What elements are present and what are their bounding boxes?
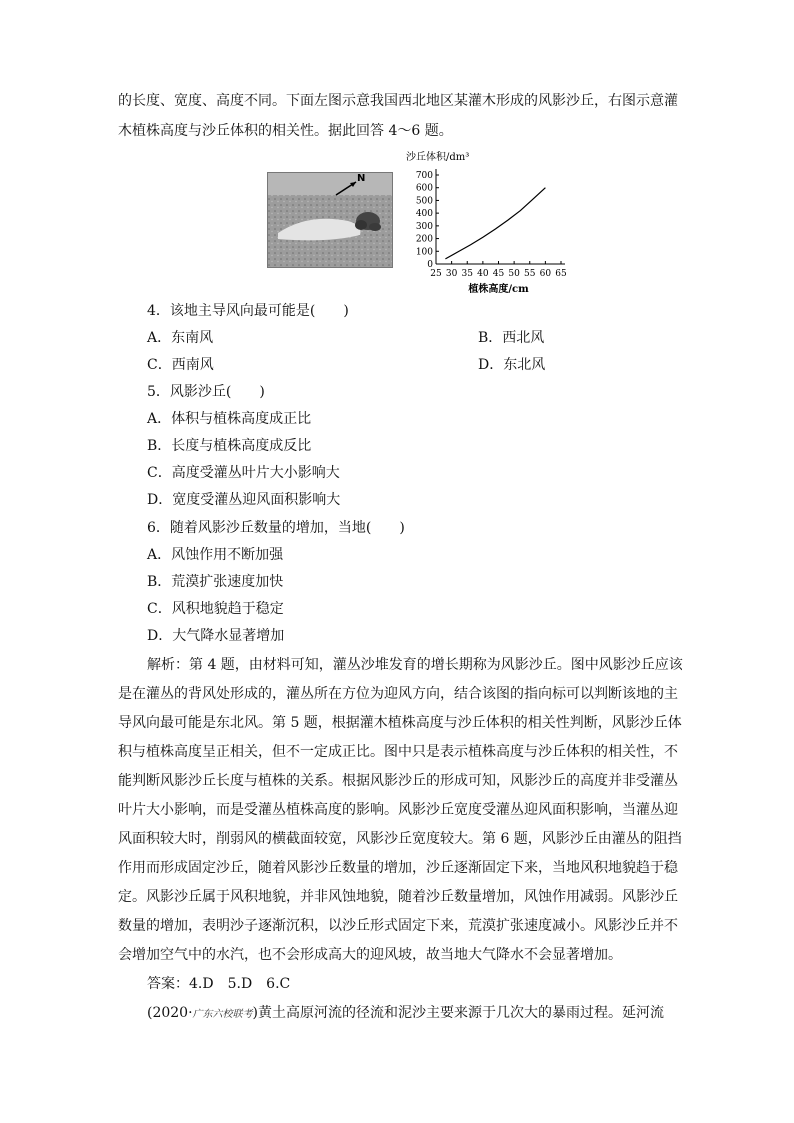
question-4-option-b[interactable]: B．西北风 — [478, 330, 545, 346]
y-tick-label: 400 — [415, 209, 433, 220]
analysis-line: 定。风影沙丘属于风积地貌，并非风蚀地貌，随着沙丘数量增加，风蚀作用减弱。风影沙丘 — [118, 889, 678, 905]
intro-line-1: 的长度、宽度、高度不同。下面左图示意我国西北地区某灌木形成的风影沙丘，右图示意灌 — [118, 93, 678, 109]
question-6-option-a[interactable]: A．风蚀作用不断加强 — [147, 547, 284, 563]
analysis-line: 风面积较大时，削弱风的横截面较宽，风影沙丘宽度较大。第 6 题，风影沙丘由灌丛的阻挡 — [118, 831, 682, 847]
question-5-option-b[interactable]: B．长度与植株高度成反比 — [147, 438, 312, 454]
question-5-option-d[interactable]: D．宽度受灌丛迎风面积影响大 — [147, 492, 341, 508]
y-tick-label: 600 — [415, 183, 433, 194]
x-tick-label: 45 — [492, 269, 505, 279]
dune-photo — [267, 172, 393, 268]
x-tick-label: 30 — [445, 269, 458, 279]
x-tick-label: 25 — [430, 269, 442, 279]
chart-canvas — [396, 147, 571, 299]
answer-line: 答案：4.D 5.D 6.C — [147, 976, 291, 992]
y-tick-label: 100 — [415, 247, 433, 258]
question-4-option-d[interactable]: D．东北风 — [478, 357, 546, 373]
analysis-line: 叶片大小影响，而是受灌丛植株高度的影响。风影沙丘宽度受灌丛迎风面积影响，当灌丛迎 — [118, 802, 678, 818]
analysis-line: 积与植株高度呈正相关，但不一定成正比。图中只是表示植株高度与沙丘体积的相关性，不 — [118, 744, 678, 760]
x-tick-label: 55 — [524, 269, 536, 279]
intro-line-2: 木植株高度与沙丘体积的相关性。据此回答 4～6 题。 — [118, 123, 453, 139]
y-axis-label: 沙丘体积/dm³ — [406, 152, 470, 163]
analysis-line: 数量的增加，表明沙子逐渐沉积，以沙丘形式固定下来，荒漠扩张速度减小。风影沙丘并不 — [118, 918, 678, 934]
analysis-line: 导风向最可能是东北风。第 5 题，根据灌木植株高度与沙丘体积的相关性判断，风影沙丘体 — [118, 715, 682, 731]
x-tick-label: 50 — [508, 269, 520, 279]
analysis-line: 会增加空气中的水汽，也不会形成高大的迎风坡，故当地大气降水不会显著增加。 — [118, 947, 622, 963]
question-5-option-c[interactable]: C．高度受灌丛叶片大小影响大 — [147, 465, 340, 481]
analysis-line: 是在灌丛的背风处形成的，灌丛所在方位为迎风方向，结合该图的指向标可以判断该地的主 — [118, 686, 678, 702]
question-4-stem: 4．该地主导风向最可能是( ) — [147, 303, 349, 319]
question-4-option-a[interactable]: A．东南风 — [147, 330, 214, 346]
next-question-prefix: (2020· — [147, 1005, 193, 1021]
x-tick-label: 35 — [461, 269, 473, 279]
question-5-stem: 5．风影沙丘( ) — [147, 384, 265, 400]
y-tick-label: 0 — [427, 260, 433, 270]
x-tick-label: 65 — [555, 269, 567, 279]
analysis-line: 能判断风影沙丘长度与植株的关系。根据风影沙丘的形成可知，风影沙丘的高度并非受灌丛 — [118, 773, 678, 789]
x-tick-label: 40 — [477, 269, 489, 279]
question-6-option-d[interactable]: D．大气降水显著增加 — [147, 628, 285, 644]
y-tick-label: 500 — [415, 196, 433, 207]
dune-photo-graphic — [268, 173, 392, 267]
question-6-option-c[interactable]: C．风积地貌趋于稳定 — [147, 601, 284, 617]
question-6-option-b[interactable]: B．荒漠扩张速度加快 — [147, 574, 284, 590]
question-4-option-c[interactable]: C．西南风 — [147, 357, 214, 373]
next-question-text: )黄土高原河流的径流和泥沙主要来源于几次大的暴雨过程。延河流 — [252, 1005, 665, 1021]
analysis-line: 解析：第 4 题，由材料可知，灌丛沙堆发育的增长期称为风影沙丘。图中风影沙丘应该 — [147, 657, 683, 673]
x-axis-label: 植株高度/cm — [468, 284, 529, 295]
question-6-stem: 6．随着风影沙丘数量的增加，当地( ) — [147, 520, 405, 536]
north-label: N — [357, 173, 366, 184]
y-tick-label: 300 — [415, 221, 433, 232]
analysis-line: 作用而形成固定沙丘，随着风影沙丘数量的增加，沙丘逐渐固定下来，当地风积地貌趋于稳 — [118, 860, 678, 876]
question-5-option-a[interactable]: A．体积与植株高度成正比 — [147, 411, 312, 427]
dune-volume-chart — [396, 147, 571, 299]
y-tick-label: 200 — [415, 234, 433, 245]
y-tick-label: 700 — [415, 171, 433, 181]
next-question-line — [147, 1003, 664, 1025]
series-line — [445, 188, 545, 259]
x-tick-label: 60 — [539, 269, 552, 279]
next-question-source: 广东六校联考 — [192, 1009, 253, 1020]
